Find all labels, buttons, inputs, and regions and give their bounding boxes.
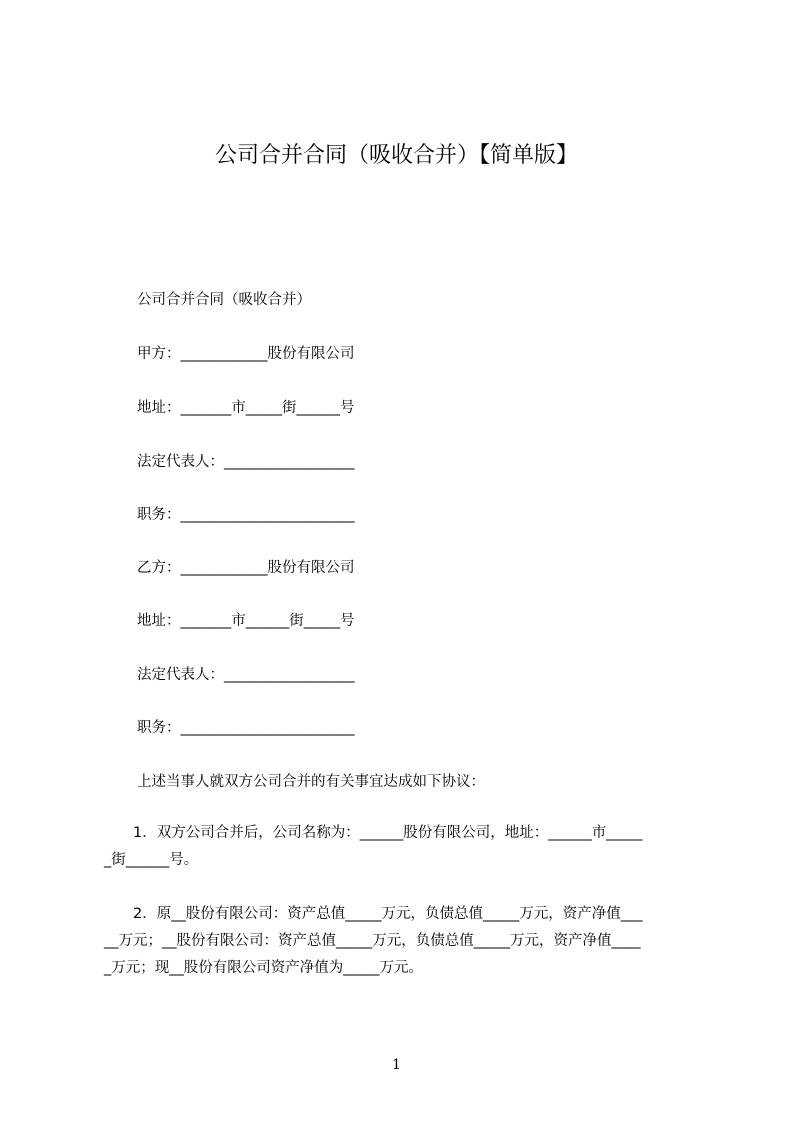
- party-b-name: 乙方：____________股份有限公司: [137, 560, 355, 576]
- clause-2-line-2: __万元；__股份有限公司：资产总值_____万元，负债总值_____万元，资产净值____: [104, 933, 641, 949]
- party-a-legal-representative: 法定代表人：__________________: [137, 454, 355, 470]
- contract-subtitle: 公司合并合同（吸收合并）: [137, 292, 311, 308]
- clause-2-line-3: _万元；现__股份有限公司资产净值为_____万元。: [104, 960, 423, 976]
- clause-1: [104, 820, 704, 874]
- party-a-name: 甲方：____________股份有限公司: [137, 346, 355, 362]
- clause-1-line-1: 1．双方公司合并后，公司名称为：______股份有限公司，地址：______市_____: [104, 825, 643, 841]
- party-a-address: 地址：_______市_____街______号: [137, 400, 355, 416]
- agreement-intro: 上述当事人就双方公司合并的有关事宜达成如下协议：: [137, 774, 485, 790]
- party-b-address: 地址：_______市______街_____号: [137, 613, 355, 629]
- clause-2-line-1: 2．原__股份有限公司：资产总值_____万元，负债总值_____万元，资产净值___: [104, 906, 643, 922]
- clause-1-line-2: _街______号。: [104, 852, 199, 868]
- party-b-position: 职务：________________________: [137, 720, 355, 736]
- party-b-legal-representative: 法定代表人：__________________: [137, 667, 355, 683]
- page-number: 1: [392, 1057, 401, 1073]
- clause-2: [104, 901, 704, 982]
- document-title: 公司合并合同（吸收合并）【简单版】: [214, 143, 578, 168]
- party-a-position: 职务：________________________: [137, 507, 355, 523]
